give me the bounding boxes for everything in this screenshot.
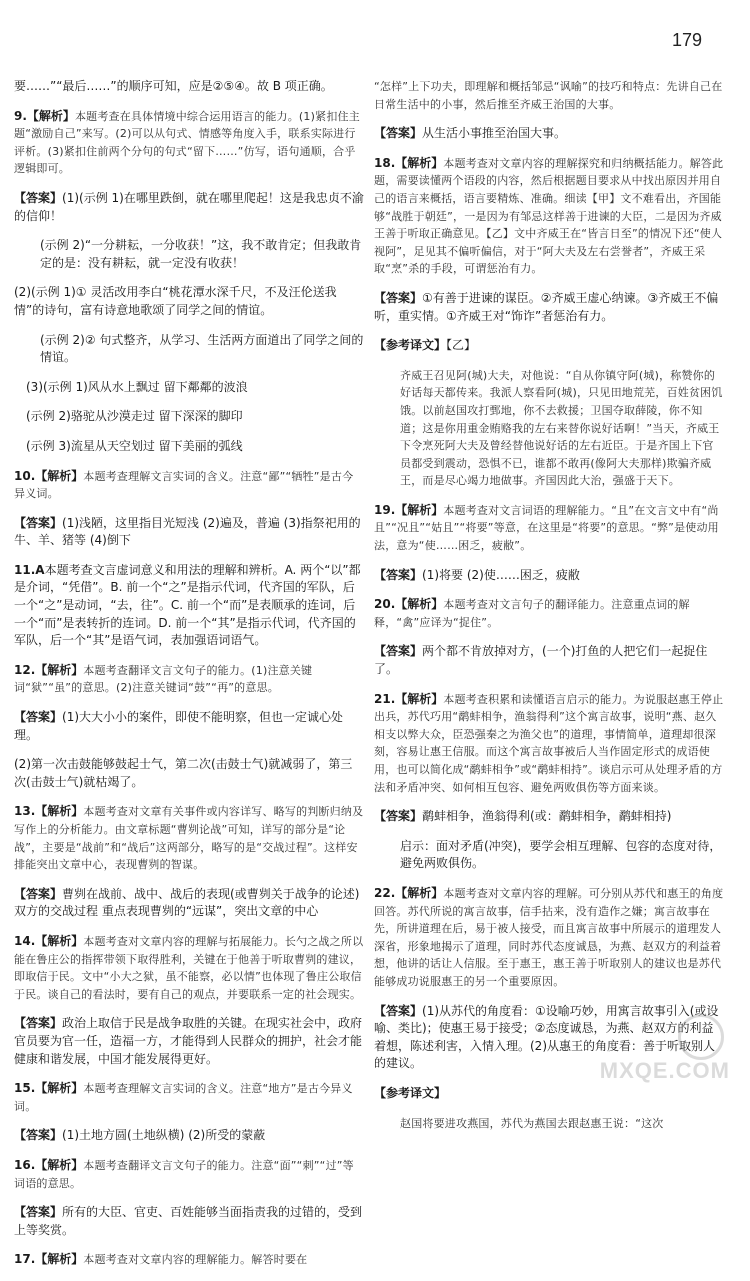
question-number: 17. [14,1252,36,1267]
explanation-text: 本题考查理解文言实词的含义。注意“鄙”“牺牲”是古今异义词。 [14,469,354,501]
question-number: 21. [374,691,396,706]
section-tag: 【答案】 [14,710,63,725]
section-tag: 【解析】 [35,1157,84,1172]
answer-text: (1)土地方圆(土地纵横) (2)所受的蒙蔽 [62,1128,266,1143]
section-tag: 【解析】 [35,1081,84,1096]
section-tag: 【答案】 [14,1128,63,1143]
section-tag: 【解析】 [35,468,84,483]
section-tag: 【答案】 [14,515,63,530]
watermark-text: MXQE.COM [599,1058,730,1083]
answer-text: (示例 3)流星从天空划过 留下美丽的弧线 [26,438,243,453]
question-number: 10. [14,468,36,483]
answer-entry [14,1251,364,1269]
answer-entry [14,1204,364,1239]
answer-text: (1)将要 (2)使……困乏，疲敝 [422,567,580,582]
question-number: 15. [14,1081,36,1096]
answer-entry [14,379,364,397]
explanation-text: 本题考查对文章内容的理解与拓展能力。长勺之战之所以能在鲁庄公的指挥带领下取得胜利，关键在于他善于听取曹刿的建议，即取信于民。文中“小大之狱，虽不能察，必以情”也体现了鲁庄公取信于民。谈自己的看法时，要有自己的观点，并要联系一定的社会现实。 [14,934,364,1001]
answer-entry [374,155,724,278]
answer-entry [374,1115,724,1133]
answer-entry [14,1127,364,1145]
answer-entry [14,237,364,272]
section-tag: 【解析】 [35,933,84,948]
question-number: 20. [374,597,396,612]
section-tag: 【答案】 [14,1205,63,1220]
explanation-text: 本题考查在具体情境中综合运用语言的能力。(1)紧扣住主题“激励自己”来写。(2)可以从句式、情感等角度入手，联系实际进行评析。(3)紧扣住前两个分句的句式“留下……”仿写，语句通顺，合乎逻辑即可。 [14,109,360,176]
answer-text: (2)(示例 1)① 灵活改用李白“桃花潭水深千尺，不及汪伦送我情”的诗句，富有诗意地歌颂了同学之间的情谊。 [14,285,337,317]
question-number: 12. [14,662,36,677]
section-tag: 【解析】 [395,691,444,706]
answer-entry [14,108,364,178]
explanation-text: 本题考查翻译文言文句子的能力。(1)注意关键词“狱”“虽”的意思。(2)注意关键词“鼓”“再”的意思。 [14,663,313,695]
right-column [374,66,724,1144]
section-tag: 【答案】 [374,644,423,659]
answer-entry [14,408,364,426]
question-number: 11. [14,562,36,577]
section-tag: 【解析】 [395,885,444,900]
answer-entry [374,808,724,826]
answer-entry [14,332,364,367]
section-tag: A [35,562,45,577]
answer-text: 【乙】 [446,338,477,353]
answer-entry [14,190,364,225]
section-tag: 【答案】 [374,567,423,582]
answer-text: 本题考查文言虚词意义和用法的理解和辨析。A. 两个“以”都是介词，“凭借”。B. 前一个“之”是指示代词，代齐国的军队，后一个“之”是动词，“去，往”。C. 前一个“而”是表顺承的连词，后一个“而”是表转折的连词。D. 前一个“其”是指示代词，代齐国的军队，后一个“其”是语气词，表加强语词语气。 [14,562,361,648]
section-tag: 【答案】 [374,809,423,824]
answer-entry [374,125,724,143]
answer-entry [14,284,364,319]
answer-text: 曹刿在战前、战中、战后的表现(或曹刿关于战争的论述) 双方的交战过程 重点表现曹刿的“远谋”，突出文章的中心 [14,886,360,919]
answer-entry [14,1157,364,1192]
section-tag: 【解析】 [35,1252,84,1267]
question-number: 13. [14,804,36,819]
left-column [14,66,364,1281]
watermark-circle-icon [678,1014,724,1060]
answer-text: (1)大大小小的案件，即使不能明察，但也一定诚心处理。 [14,710,344,742]
explanation-text: 本题考查理解文言实词的含义。注意“地方”是古今异义词。 [14,1082,353,1113]
answer-entry [374,78,724,113]
answer-text: 两个都不肯放掉对方，(一个)打鱼的人把它们一起捉住了。 [374,644,708,677]
watermark-logo [548,1010,738,1090]
section-tag: 【解析】 [395,502,444,517]
answer-text: (示例 2)骆驼从沙漠走过 留下深深的脚印 [26,409,243,424]
question-number: 9. [14,108,27,123]
answer-entry [374,596,724,631]
answer-text: (2)第一次击鼓能够鼓起士气，第二次(击鼓士气)就减弱了，第三次(击鼓士气)就枯竭了。 [14,757,353,789]
answer-entry [14,709,364,744]
answer-entry [374,838,724,873]
answer-entry [14,886,364,921]
question-number: 22. [374,885,396,900]
answer-entry [14,1080,364,1115]
explanation-text: 赵国将要进攻燕国，苏代为燕国去跟赵惠王说：“这次 [400,1116,664,1130]
section-tag: 【参考译文】 [374,338,447,353]
answer-text: (1)(示例 1)在哪里跌倒，就在哪里爬起！这是我忠贞不渝的信仰！ [14,190,364,223]
answer-entry [374,367,724,490]
question-number: 14. [14,933,36,948]
answer-entry [374,885,724,991]
section-tag: 【解析】 [395,155,444,170]
answer-text: (1)浅陋，这里指目光短浅 (2)遍及，普遍 (3)指祭祀用的牛、羊、猪等 (4)倒下 [14,515,361,548]
answer-entry [14,933,364,1003]
answer-text: (示例 2)“一分耕耘，一分收获！”这，我不敢肯定；但我敢肯定的是：没有耕耘，就一定没有收获！ [40,238,362,270]
answer-entry [374,290,724,325]
answer-text: (1)从苏代的角度看：①设喻巧妙，用寓言故事引入(或设喻、类比)；使惠王易于接受；②态度诚恳，为燕、赵双方的利益着想，陈述利害，入情入理。(2)从惠王的角度看：善于听取别人的建议。 [374,1003,719,1071]
answer-entry [14,78,364,96]
section-tag: 【答案】 [374,1003,423,1018]
answer-entry [14,803,364,873]
explanation-text: 齐威王召见阿(城)大夫，对他说：“自从你镇守阿(城)，称赞你的好话每天都传来。我派人察看阿(城)，只见田地荒芜，百姓贫困饥饿。以前赵国攻打鄄地，你不去救援；卫国夺取薛陵，你不知道；这是你用重金贿赂我的左右来替你说好话啊！”当天，齐威王下令烹死阿大夫及曾经替他说好话的左右近臣。于是齐国上下官员都受到震动，恐惧不已，谁都不敢再(像阿大夫那样)欺骗齐威王，而是尽心竭力地做事。齐国因此大治，强盛于天下。 [400,368,723,488]
answer-entry [374,567,724,585]
explanation-text: 本题考查对文章内容的理解。可分别从苏代和惠王的角度回答。苏代所说的寓言故事，信手拈来，没有造作之嫌；寓言故事在先，所讲道理在后，易于被人接受，而且寓言故事中所展示的道理发人深省，形象地揭示了道理，同时苏代态度诚恳，为燕、赵双方的利益着想，他讲的话让人信服。至于惠王，惠王善于听取别人的建议也是苏代能够成功说服惠王的另一个重要原因。 [374,886,724,988]
explanation-text: 本题考查积累和读懂语言启示的能力。为说服赵惠王停止出兵，苏代巧用“鹬蚌相争，渔翁得利”这个寓言故事，说明“燕、赵久相支以弊大众，臣恐强秦之为渔父也”的道理，事情简单，道理却很深刻，容易让惠王信服。而这个寓言故事被后人当作固定形式的成语使用，也可以简化成“鹬蚌相争”或“鹬蚌相持”。谈启示可从处理矛盾的方法和矛盾冲突、如何相互包容、避免两败俱伤等方面来谈。 [374,692,724,794]
question-number: 18. [374,155,396,170]
section-tag: 【答案】 [14,1016,63,1031]
answer-text: ①有善于进谏的谋臣。②齐威王虚心纳谏。③齐威王不偏听，重实情。①齐威王对“饰诈”者惩治有力。 [374,290,719,323]
question-number: 19. [374,502,396,517]
explanation-text: 本题考查翻译文言文句子的能力。注意“面”“刺”“过”等词语的意思。 [14,1158,354,1190]
explanation-text: 本题考查对文章有关事件或内容详写、略写的判断归纳及写作上的分析能力。由文章标题“曹刿论战”可知，详写的部分是“论战”，主要是“战前”和“战后”这两部分，略写的是“交战过程”。这样安排能突出文章中心，表现曹刿的智谋。 [14,805,364,872]
section-tag: 【解析】 [26,108,75,123]
explanation-text: 本题考查对文言词语的理解能力。“且”在文言文中有“尚且”“况且”“姑且”“将要”等意，在这里是“将要”的意思。“弊”是使动用法，意为“使……困乏，疲敝”。 [374,503,719,553]
answer-entry [14,468,364,503]
section-tag: 【参考译文】 [374,1085,447,1100]
explanation-text: “怎样”上下功夫，即理解和概括邹忌“讽喻”的技巧和特点：先讲自己在日常生活中的小事，然后推至齐威王治国的大事。 [374,80,723,111]
answer-entry [14,756,364,791]
explanation-text: 本题考查对文章内容的理解能力。解答时要在 [83,1253,308,1267]
answer-text: 所有的大臣、官吏、百姓能够当面指责我的过错的，受到上等奖赏。 [14,1205,363,1237]
section-tag: 【答案】 [374,126,423,141]
answer-text: 政治上取信于民是战争取胜的关键。在现实社会中，政府官员要为官一任，造福一方，才能得到人民群众的拥护，社会才能健康和谐发展，中国才能发展得更好。 [14,1016,363,1066]
answer-entry [14,1015,364,1068]
section-tag: 【答案】 [14,886,63,901]
explanation-text: 本题考查对文章内容的理解探究和归纳概括能力。解答此题，需要读懂两个语段的内容，然后根据题目要求从中找出原因并用自己的语言来概括，语言要精炼、准确。细读【甲】文不难看出，齐国能够“战胜于朝廷”，一是因为有邹忌这样善于进谏的大臣，二是因为齐威王善于听取正确意见。【乙】文中齐威王在“皆言日至”的情况下还“使人视阿”，足见其不偏听偏信，对于“阿大夫及左右尝誉者”，齐威王采取“烹”杀的手段，可谓惩治有力。 [374,156,724,276]
answer-entry [14,438,364,456]
page-number: 179 [672,30,703,50]
answer-entry [374,502,724,555]
answer-entry [374,643,724,678]
answer-text: 鹬蚌相争，渔翁得利(或：鹬蚌相争，鹬蚌相持) [422,809,672,824]
answer-entry [14,515,364,550]
answer-entry [374,337,724,355]
section-tag: 【答案】 [14,190,63,205]
section-tag: 【答案】 [374,290,423,305]
section-tag: 【解析】 [395,597,444,612]
answer-text: 启示：面对矛盾(冲突)，要学会相互理解、包容的态度对待，避免两败俱伤。 [400,838,722,871]
answer-entry [14,662,364,697]
question-number: 16. [14,1157,36,1172]
answer-text: (示例 2)② 句式整齐，从学习、生活两方面道出了同学之间的情谊。 [40,332,364,365]
answer-text: 从生活小事推至治国大事。 [422,126,567,141]
explanation-text: 本题考查对文言句子的翻译能力。注意重点词的解释，“禽”应译为“捉住”。 [374,598,690,629]
entry-text: 要……”“最后……”的顺序可知，应是②⑤④。故 B 项正确。 [14,79,333,93]
answer-entry [14,562,364,650]
answer-text: (3)(示例 1)风从水上飘过 留下鄰鄰的波浪 [26,379,248,394]
section-tag: 【解析】 [35,804,84,819]
answer-entry [374,691,724,797]
section-tag: 【解析】 [35,662,84,677]
